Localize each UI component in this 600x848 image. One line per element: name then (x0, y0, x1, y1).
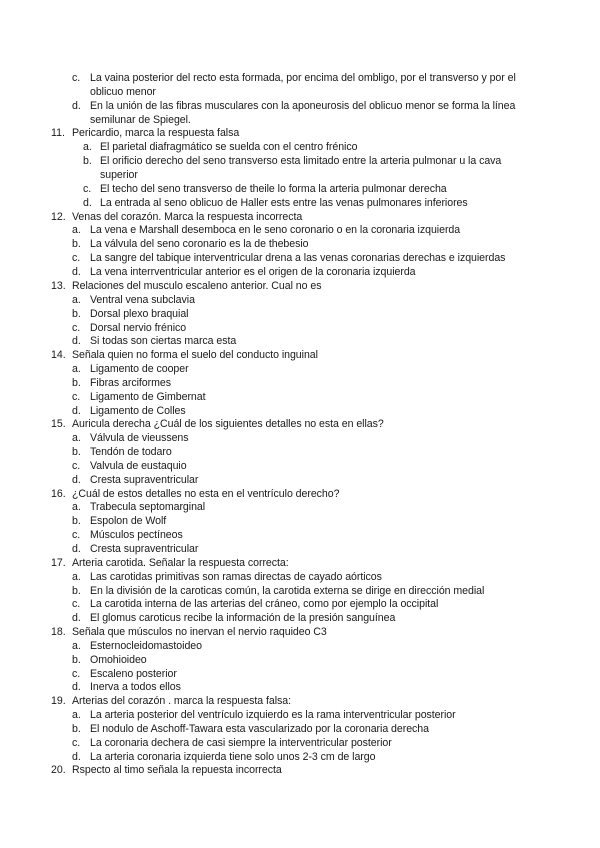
option-label: d. (72, 335, 81, 347)
option-label: a. (72, 640, 81, 652)
question-number: 14. (51, 349, 66, 361)
option-label: d. (72, 681, 81, 693)
question-number: 20. (51, 764, 66, 776)
question-text: Arteria carotida. Señalar la respuesta correcta: (72, 557, 289, 569)
option-text: La sangre del tabique interventricular drena a las venas coronarias derechas e izquierdas (90, 252, 506, 264)
option-label: d. (72, 612, 81, 624)
option-label: c. (72, 252, 81, 264)
option-text: Fibras arciformes (90, 377, 171, 389)
question-text: Auricula derecha ¿Cuál de los siguientes detalles no esta en ellas? (72, 418, 384, 430)
option-text: Cresta supraventricular (90, 543, 199, 555)
option-label: b. (72, 515, 81, 527)
question-text: ¿Cuál de estos detalles no esta en el ventrículo derecho? (72, 488, 340, 500)
option-text: Ligamento de cooper (90, 363, 189, 375)
option-label: b. (72, 308, 81, 320)
option-label: c. (72, 460, 81, 472)
option-label: a. (83, 141, 92, 153)
option-label: a. (72, 363, 81, 375)
option-text: La coronaria dechera de casi siempre la interventricular posterior (90, 737, 392, 749)
option-label: c. (72, 529, 81, 541)
option-label: a. (72, 294, 81, 306)
option-text: Omohioideo (90, 654, 147, 666)
option-label: b. (83, 155, 92, 167)
option-label: c. (72, 598, 81, 610)
option-label: a. (72, 709, 81, 721)
option-label: c. (72, 72, 81, 84)
question-number: 11. (51, 127, 65, 139)
option-label: b. (72, 377, 81, 389)
option-label: c. (72, 737, 81, 749)
option-label: d. (72, 100, 81, 112)
option-text: Ventral vena subclavia (90, 294, 195, 306)
option-label: c. (72, 668, 81, 680)
option-label: a. (72, 571, 81, 583)
option-text: Dorsal plexo braquial (90, 308, 189, 320)
option-text: La vena e Marshall desemboca en le seno coronario o en la coronaria izquierda (90, 224, 461, 236)
option-text: El nodulo de Aschoff-Tawara esta vascularizado por la coronaria derecha (90, 723, 429, 735)
option-text: Tendón de todaro (90, 446, 172, 458)
option-text: El parietal diafragmático se suelda con el centro frénico (100, 141, 358, 153)
option-label: b. (72, 654, 81, 666)
option-text: La vena interrventricular anterior es el origen de la coronaria izquierda (90, 266, 416, 278)
option-text: Ligamento de Gimbernat (90, 391, 206, 403)
option-text: Músculos pectíneos (90, 529, 183, 541)
question-number: 12. (51, 211, 66, 223)
option-text: La válvula del seno coronario es la de thebesio (90, 238, 309, 250)
option-text: Esternocleidomastoideo (90, 640, 202, 652)
option-text: Válvula de vieussens (90, 432, 189, 444)
option-label: b. (72, 585, 81, 597)
question-text: Señala quien no forma el suelo del conducto inguinal (72, 349, 318, 361)
option-label: b. (72, 238, 81, 250)
option-label: d. (72, 543, 81, 555)
option-text: Trabecula septomarginal (90, 501, 206, 513)
option-label: b. (72, 446, 81, 458)
option-text: Las carotidas primitivas son ramas directas de cayado aórticos (90, 571, 382, 583)
option-label: b. (72, 723, 81, 735)
option-label: d. (72, 751, 81, 763)
option-label: c. (72, 391, 81, 403)
question-text: Pericardio, marca la respuesta falsa (72, 127, 240, 139)
option-text-continued: superior (100, 169, 138, 181)
question-text: Señala que músculos no inervan el nervio raquideo C3 (72, 626, 327, 638)
option-text: El glomus caroticus recibe la información de la presión sanguínea (90, 612, 396, 624)
option-text: Escaleno posterior (90, 668, 177, 680)
option-text: La vaina posterior del recto esta formada, por encima del ombligo, por el transverso y por el (90, 72, 516, 84)
question-number: 16. (51, 488, 66, 500)
option-text: Espolon de Wolf (90, 515, 167, 527)
option-text: La arteria coronaria izquierda tiene solo unos 2-3 cm de largo (90, 751, 376, 763)
option-text: Cresta supraventricular (90, 474, 199, 486)
option-text: La carotida interna de las arterias del cráneo, como por ejemplo la occipital (90, 598, 439, 610)
question-number: 13. (51, 280, 66, 292)
option-text: Inerva a todos ellos (90, 681, 181, 693)
option-text: Si todas son ciertas marca esta (90, 335, 237, 347)
option-text: El orificio derecho del seno transverso esta limitado entre la arteria pulmonar u la cava (100, 155, 502, 167)
option-text: En la unión de las fibras musculares con la aponeurosis del oblicuo menor se forma la línea (90, 100, 516, 112)
question-text: Venas del corazón. Marca la respuesta incorrecta (72, 211, 303, 223)
option-label: c. (83, 183, 92, 195)
question-number: 18. (51, 626, 66, 638)
option-text-continued: semilunar de Spiegel. (90, 114, 191, 126)
option-text: La arteria posterior del ventrículo izquierdo es la rama interventricular posterior (90, 709, 456, 721)
question-number: 19. (51, 695, 66, 707)
option-label: c. (72, 322, 81, 334)
option-text: La entrada al seno oblicuo de Haller ests entre las venas pulmonares inferiores (100, 197, 468, 209)
option-label: d. (72, 474, 81, 486)
option-text: En la división de la caroticas común, la carotida externa se dirige en dirección medial (90, 585, 485, 597)
option-label: d. (72, 405, 81, 417)
option-text: Ligamento de Colles (90, 405, 186, 417)
option-label: a. (72, 224, 81, 236)
option-label: a. (72, 501, 81, 513)
option-label: d. (83, 197, 92, 209)
option-label: d. (72, 266, 81, 278)
option-text: Dorsal nervio frénico (90, 322, 187, 334)
option-label: a. (72, 432, 81, 444)
option-text: El techo del seno transverso de theile lo forma la arteria pulmonar derecha (100, 183, 447, 195)
option-text-continued: oblicuo menor (90, 86, 156, 98)
option-text: Valvula de eustaquio (90, 460, 187, 472)
question-number: 15. (51, 418, 66, 430)
question-text: Relaciones del musculo escaleno anterior. Cual no es (72, 280, 322, 292)
question-text: Arterias del corazón . marca la respuesta falsa: (72, 695, 291, 707)
question-text: Rspecto al timo señala la repuesta incorrecta (72, 764, 282, 776)
question-number: 17. (51, 557, 66, 569)
